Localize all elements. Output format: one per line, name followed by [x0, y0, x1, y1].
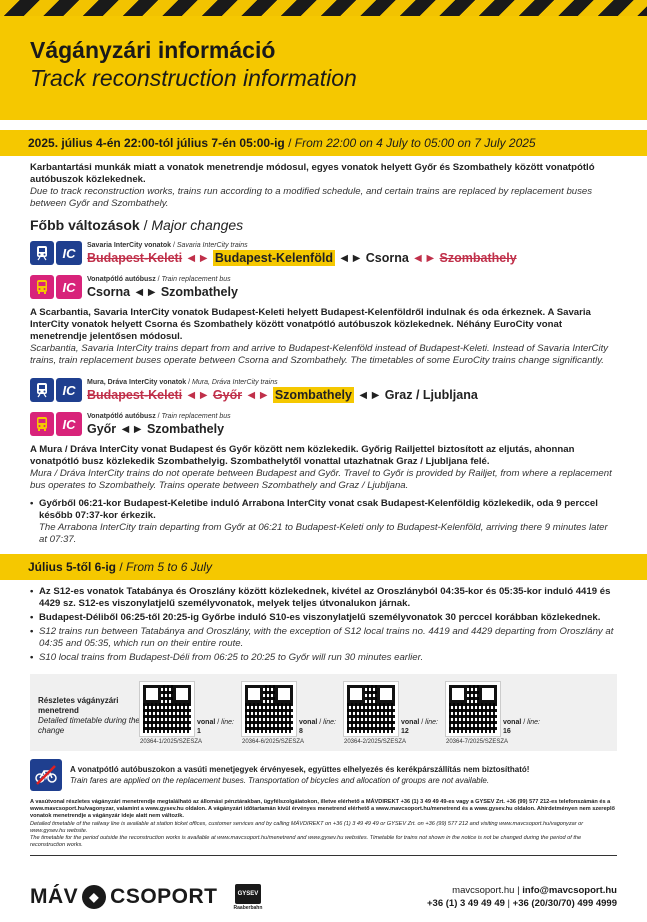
gysev-sub: Raaberbahn — [233, 904, 263, 911]
line-number: 1 — [197, 728, 201, 735]
stop-cancelled: Szombathely — [439, 250, 517, 265]
intercity-icon: IC — [56, 275, 82, 299]
stop-cancelled: Budapest-Keleti — [87, 387, 183, 402]
savaria-label-en: Savaria InterCity trains — [176, 241, 248, 249]
bus-label-en: Train replacement bus — [161, 275, 231, 283]
intro-hu: Karbantartási munkák miatt a vonatok menetrendje módosul, egyes vonatok helyett Győr és Szombathely között vonatpótló autóbuszok közlekednek. — [30, 162, 595, 185]
hazard-stripe-top — [0, 0, 647, 16]
bus-from: Győr — [87, 421, 117, 436]
bus-to: Szombathely — [160, 284, 238, 299]
web-link[interactable]: mavcsoport.hu — [452, 885, 515, 896]
stop-cancelled: Budapest-Keleti — [87, 250, 183, 265]
bus-label-hu: Vonatpótló autóbusz — [87, 412, 156, 420]
bicycle-notice — [30, 759, 617, 791]
qr-code-icon[interactable] — [344, 682, 398, 736]
mura-desc-en: Mura / Dráva InterCity trains do not operate between Budapest and Győr. Travel to Győr is provided by Railjet, from where a replacement bus operates to Szombathely. Trains operate between Szombathely and Graz / Ljubljana. — [30, 468, 612, 491]
intercity-icon: IC — [56, 378, 82, 402]
email-link[interactable]: info@mavcsoport.hu — [522, 885, 617, 896]
qr-id: 20364-1/2025/SZESZA — [140, 739, 203, 745]
phone1: +36 (1) 3 49 49 49 — [427, 898, 505, 909]
page-title-en: Track reconstruction information — [30, 65, 357, 91]
arrow-icon: ◄► — [119, 421, 144, 436]
qr-item[interactable]: vonal / line: 12 20364-2/2025/SZESZA — [344, 682, 446, 745]
intro-en: Due to track reconstruction works, trains run according to a modified schedule, and certain trains are replaced by replacement buses between Győr and Szombathely. — [30, 186, 593, 209]
bullet-icon: • — [30, 498, 34, 509]
fine-print-hu2: A vágányzári időtartamán kívül érvényes menetrend elérhető a www.mavcsoport.hu/menetrend és a www.gysev.hu oldalon. Ahirdetményen nem szereplő vonatok menetrendje a vágányzár ideje alatt nem változik. — [30, 806, 615, 820]
s12-hu: Az S12-es vonatok Tatabánya és Oroszlány között közlekednek, kivétel az Oroszlányból 04:35-kor és 05:35-kor induló 4419 és 4429 sz. S12-es viszonylatjelű személyvonatok, melyek teljes útvonalukon járnak. — [39, 586, 611, 609]
list-item — [30, 498, 617, 546]
bus-label-en: Train replacement bus — [161, 412, 231, 420]
bus-icon — [30, 412, 54, 436]
major-changes-heading — [30, 216, 617, 234]
mura-label-hu: Mura, Dráva InterCity vonatok — [87, 378, 187, 386]
page-title-hu: Vágányzári információ — [30, 37, 276, 63]
list-item — [30, 626, 617, 650]
period1-hu: 2025. július 4-én 22:00-tól július 7-én 05:00-ig — [28, 136, 285, 150]
qr-code-icon[interactable] — [242, 682, 296, 736]
period2-sep: / — [116, 560, 127, 574]
major-en: Major changes — [151, 217, 244, 233]
arrow-icon: ◄► — [185, 387, 210, 402]
qr-code-icon[interactable] — [140, 682, 194, 736]
bullet-icon: • — [30, 586, 34, 597]
no-bicycle-icon — [30, 759, 62, 791]
qr-id: 20364-6/2025/SZESZA — [242, 739, 305, 745]
savaria-train-route: IC Savaria InterCity vonatok / Savaria InterCity trains Budapest-Keleti ◄► Budapest-Kelenföld ◄► Csorna ◄► Szombathely — [30, 238, 617, 268]
savaria-bus-route: IC Vonatpótló autóbusz / Train replacement bus Csorna ◄► Szombathely — [30, 272, 617, 302]
mura-label-en: Mura, Dráva InterCity trains — [192, 378, 278, 386]
arrabona-hu: Győrből 06:21-kor Budapest-Keletibe induló Arrabona InterCity vonat csak Budapest-Kelenföldig közlekedik, oda 9 perccel később 07:37-kor érkezik. — [39, 498, 598, 521]
arrow-icon: ◄► — [245, 387, 270, 402]
list-item — [30, 586, 617, 610]
stop-mid: Csorna — [365, 250, 409, 265]
period2-hu: Július 5-től 6-ig — [28, 560, 117, 574]
stop-new: Budapest-Kelenföld — [214, 250, 333, 265]
vonal-en: line: — [221, 719, 234, 726]
train-icon — [30, 241, 54, 265]
logo-left: MÁV — [30, 885, 79, 908]
intercity-icon: IC — [56, 412, 82, 436]
line-number: 8 — [299, 728, 303, 735]
gysev-logo — [234, 884, 263, 911]
fine-print-en1: Detailed timetable of the railway line is available at station ticket offices, customer services and by calling MÁVDIREKT on +36 (1) 3 49 49 49 or GYSEV Zrt. on +36 (99) 577 212 and visiting www.mavcsoport.hu/vagonyzar or www.gysev.hu website. — [30, 820, 584, 834]
logo-mark-icon: ◆ — [82, 885, 106, 909]
train-icon — [30, 378, 54, 402]
arrow-icon: ◄► — [411, 250, 437, 265]
qr-code-icon[interactable] — [446, 682, 500, 736]
mura-train-route: IC Mura, Dráva InterCity vonatok / Mura, Dráva InterCity trains Budapest-Keleti ◄► Győr ◄► Szombathely ◄► Graz / Ljubljana — [30, 375, 617, 405]
vonal-hu: vonal — [401, 719, 420, 726]
s10-en: S10 local trains from Budapest-Déli from 06:25 to 20:25 to Győr will run 30 minutes earlier. — [39, 652, 424, 663]
major-hu: Főbb változások — [30, 217, 140, 233]
bullet-icon: • — [30, 626, 34, 637]
qr-id: 20364-7/2025/SZESZA — [446, 739, 509, 745]
qr-item[interactable]: vonal / line: 8 20364-6/2025/SZESZA — [242, 682, 344, 745]
list-item — [30, 652, 617, 664]
stop-end: Graz / Ljubljana — [384, 387, 478, 402]
vonal-hu: vonal — [197, 719, 216, 726]
bus-label-hu: Vonatpótló autóbusz — [87, 275, 156, 283]
timetable-qr-section — [30, 674, 617, 751]
vonal-en: line: — [323, 719, 336, 726]
intercity-icon: IC — [56, 241, 82, 265]
stop-new: Szombathely — [274, 387, 352, 402]
qr-id: 20364-2/2025/SZESZA — [344, 739, 407, 745]
timetable-label-hu: Részletes vágányzári menetrend — [38, 696, 119, 715]
timetable-label-en: Detailed timetable during the change — [38, 716, 140, 735]
line-number: 16 — [503, 728, 511, 735]
fine-print — [30, 799, 617, 849]
arrabona-en: The Arrabona InterCity train departing from Győr at 06:21 to Budapest-Keleti only to Budapest-Kelenföld, arriving there 9 minutes later at 07:37. — [39, 522, 608, 545]
fine-print-hu1: A vasútvonal részletes vágányzári menetrendje megtalálható az állomási pénztárakban, ügyfélszolgálatokon, illetve elérhető a MÁVDIREKT +36 (1) 3 49 49 49-es vagy a GYSEV Zrt. +36 (99) 577 212-es telefonszámán és a www.mavcsoport.hu/vagonyzar, valamint a www.gysev.hu oldalon. — [30, 799, 611, 813]
major-sep: / — [139, 217, 152, 233]
qr-item[interactable]: vonal / line: 1 20364-1/2025/SZESZA — [140, 682, 242, 745]
arrow-icon: ◄► — [356, 387, 382, 402]
stop-cancelled: Győr — [212, 387, 243, 402]
s10-hu: Budapest-Déliből 06:25-től 20:25-ig Győrbe induló S10-es viszonylatjelű személyvonatok 30 perccel korábban közlekednek. — [39, 612, 601, 623]
period1-en: From 22:00 on 4 July to 05:00 on 7 July 2025 — [294, 136, 536, 150]
divider — [30, 855, 617, 856]
contact-info: mavcsoport.hu | info@mavcsoport.hu +36 (1) 3 49 49 49 | +36 (20/30/70) 499 4999 — [427, 885, 617, 909]
savaria-desc-hu: A Scarbantia, Savaria InterCity vonatok Budapest-Keleti helyett Budapest-Kelenföldről indulnak és oda érkeznek. A Savaria InterCity vonatok helyett Csorna és Szombathely között vonatpótló autóbuszok közlekednek. Néhány EuroCity vonat menetrendje jelentősen módosul. — [30, 307, 591, 342]
period-band-1 — [0, 130, 647, 156]
mura-desc-hu: A Mura / Dráva InterCity vonat Budapest és Győr között nem közlekedik. Győrig Railjettel biztosított az eljutás, ahonnan vonatpótló busz közlekedik Szombathelyig. Szombathelytől vonattal utazhatnak Graz / Ljubljana felé. — [30, 444, 575, 467]
phone2: +36 (20/30/70) 499 4999 — [512, 898, 617, 909]
gysev-badge: GYSEV — [235, 884, 261, 904]
bus-to: Szombathely — [146, 421, 225, 436]
page-header — [0, 16, 647, 120]
s12-en: S12 trains run between Tatabánya and Oroszlány, with the exception of S12 local trains no. 4419 and 4429 departing from Oroszlány at 04:35 and 05:35, which run on their entire route. — [39, 626, 614, 649]
vonal-hu: vonal — [503, 719, 522, 726]
line-number: 12 — [401, 728, 409, 735]
bullet-icon: • — [30, 612, 34, 623]
qr-item[interactable]: vonal / line: 16 20364-7/2025/SZESZA — [446, 682, 548, 745]
period-band-2 — [0, 554, 647, 580]
arrow-icon: ◄► — [185, 250, 210, 265]
arrow-icon: ◄► — [337, 250, 363, 265]
notice-hu: A vonatpótló autóbuszokon a vasúti menetjegyek érvényesek, együttes elhelyezés és kerékpárszállítás nem biztosítható! — [70, 765, 530, 774]
savaria-desc-en: Scarbantia, Savaria InterCity trains depart from and arrive to Budapest-Kelenföld instead of Budapest-Keleti. Instead of Savaria InterCity trains, train replacement buses operate between Csorna and Szombathely. The timetables of some EuroCity trains change significantly. — [30, 343, 609, 366]
bus-icon — [30, 275, 54, 299]
fine-print-en2: The timetable for the period outside the reconstruction works is available at www.mavcsoport.hu/menetrend and www.gysev.hu websites. Timetable for trains not shown in the notice is not be changed during the period of the reconstruction works. — [30, 835, 582, 849]
vonal-hu: vonal — [299, 719, 318, 726]
savaria-label-hu: Savaria InterCity vonatok — [87, 241, 172, 249]
period2-en: From 5 to 6 July — [126, 560, 213, 574]
mura-bus-route: IC Vonatpótló autóbusz / Train replacement bus Győr ◄► Szombathely — [30, 409, 617, 439]
page-footer — [30, 882, 617, 912]
bullet-icon: • — [30, 652, 34, 663]
period1-sep: / — [284, 136, 295, 150]
list-item — [30, 612, 617, 624]
mav-logo — [30, 885, 218, 909]
arrow-icon: ◄► — [133, 284, 158, 299]
bus-from: Csorna — [87, 284, 131, 299]
notice-en: Train fares are applied on the replacement buses. Transportation of bicycles and allocation of groups are not available. — [70, 776, 490, 785]
vonal-en: line: — [425, 719, 438, 726]
logo-right: CSOPORT — [110, 885, 218, 908]
vonal-en: line: — [527, 719, 540, 726]
